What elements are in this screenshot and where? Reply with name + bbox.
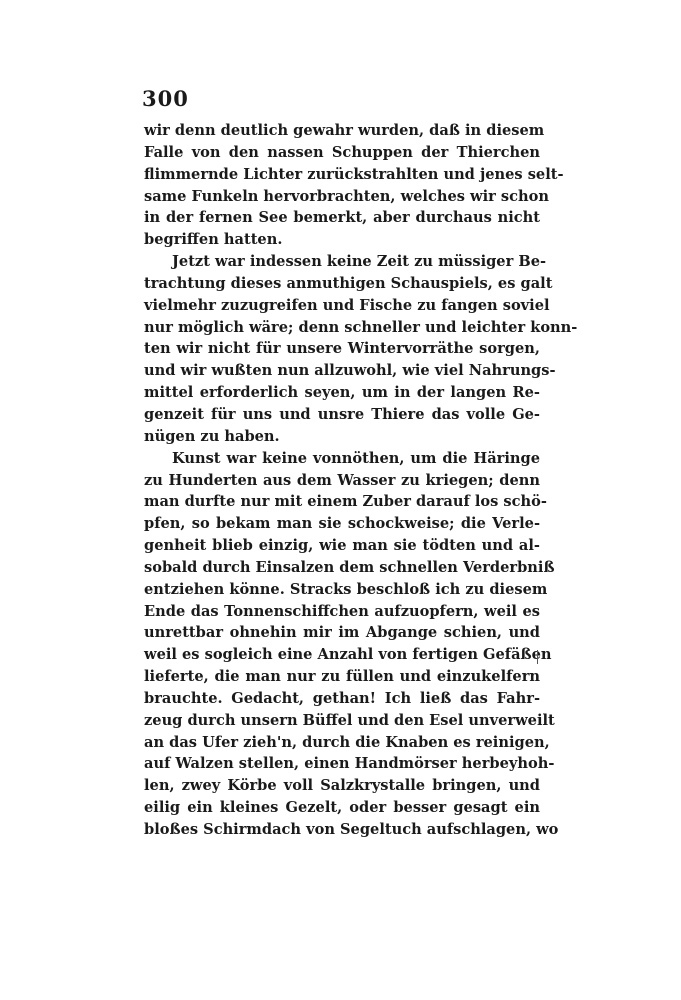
text-line: flimmernde Lichter zurückstrahlten und jenes selt- (144, 165, 564, 183)
text-line: begriffen hatten. (144, 231, 283, 249)
text-line: Jetzt war indessen keine Zeit zu müssiger Be- (172, 253, 547, 271)
text-line: sobald durch Einsalzen dem schnellen Verderbniß (144, 558, 555, 576)
margin-mark (537, 650, 540, 664)
text-line: und wir wußten nun allzuwohl, wie viel Nahrungs- (144, 362, 556, 380)
text-line: man durfte nur mit einem Zuber darauf los schö- (144, 493, 547, 511)
text-line: an das Ufer zieh'n, durch die Knaben es reinigen, (144, 733, 550, 751)
text-line: genzeit für uns und unsre Thiere das volle Ge- (144, 405, 540, 423)
text-line: trachtung dieses anmuthigen Schauspiels, es galt (144, 274, 553, 292)
text-line: Ende das Tonnenschiffchen aufzuopfern, weil es (144, 602, 540, 620)
text-line: nur möglich wäre; denn schneller und leichter konn- (144, 318, 578, 336)
text-line: wir denn deutlich gewahr wurden, daß in diesem (144, 122, 545, 139)
text-line: zeug durch unsern Büffel und den Esel unverweilt (144, 711, 555, 729)
body-text (144, 120, 578, 841)
text-line: lieferte, die man nur zu füllen und einzukelfern (144, 668, 540, 686)
text-line: len, zwey Körbe voll Salzkrystalle bringen, und (144, 777, 540, 795)
text-line: Kunst war keine vonnöthen, um die Häringe (172, 449, 540, 467)
text-line: eilig ein kleines Gezelt, oder besser gesagt ein (144, 799, 540, 817)
text-line: pfen, so bekam man sie schockweise; die Verle- (144, 515, 540, 533)
text-line: bloßes Schirmdach von Segeltuch aufschlagen, wo (144, 821, 559, 838)
text-line: vielmehr zuzugreifen und Fische zu fangen soviel (144, 296, 550, 314)
page-number: 300 (142, 86, 189, 111)
text-line: auf Walzen stellen, einen Handmörser herbeyhoh- (144, 755, 555, 773)
text-line: unrettbar ohnehin mir im Abgange schien, und (144, 624, 540, 642)
text-line: genheit blieb einzig, wie man sie tödten und al- (144, 537, 540, 555)
text-line: in der fernen See bemerkt, aber durchaus nicht (144, 209, 540, 227)
text-line: nügen zu haben. (144, 427, 280, 445)
text-line: Falle von den nassen Schuppen der Thierchen (144, 143, 540, 161)
text-line: weil es sogleich eine Anzahl von fertigen Gefäßen (144, 646, 552, 664)
text-line: brauchte. Gedacht, gethan! Ich ließ das Fahr- (144, 689, 540, 707)
text-line: zu Hunderten aus dem Wasser zu kriegen; denn (144, 471, 540, 489)
text-line: mittel erforderlich seyen, um in der langen Re- (144, 384, 540, 402)
text-line: same Funkeln hervorbrachten, welches wir schon (144, 187, 549, 205)
text-line: entziehen könne. Stracks beschloß ich zu diesem (144, 580, 548, 598)
text-line: ten wir nicht für unsere Wintervorräthe sorgen, (144, 340, 540, 358)
